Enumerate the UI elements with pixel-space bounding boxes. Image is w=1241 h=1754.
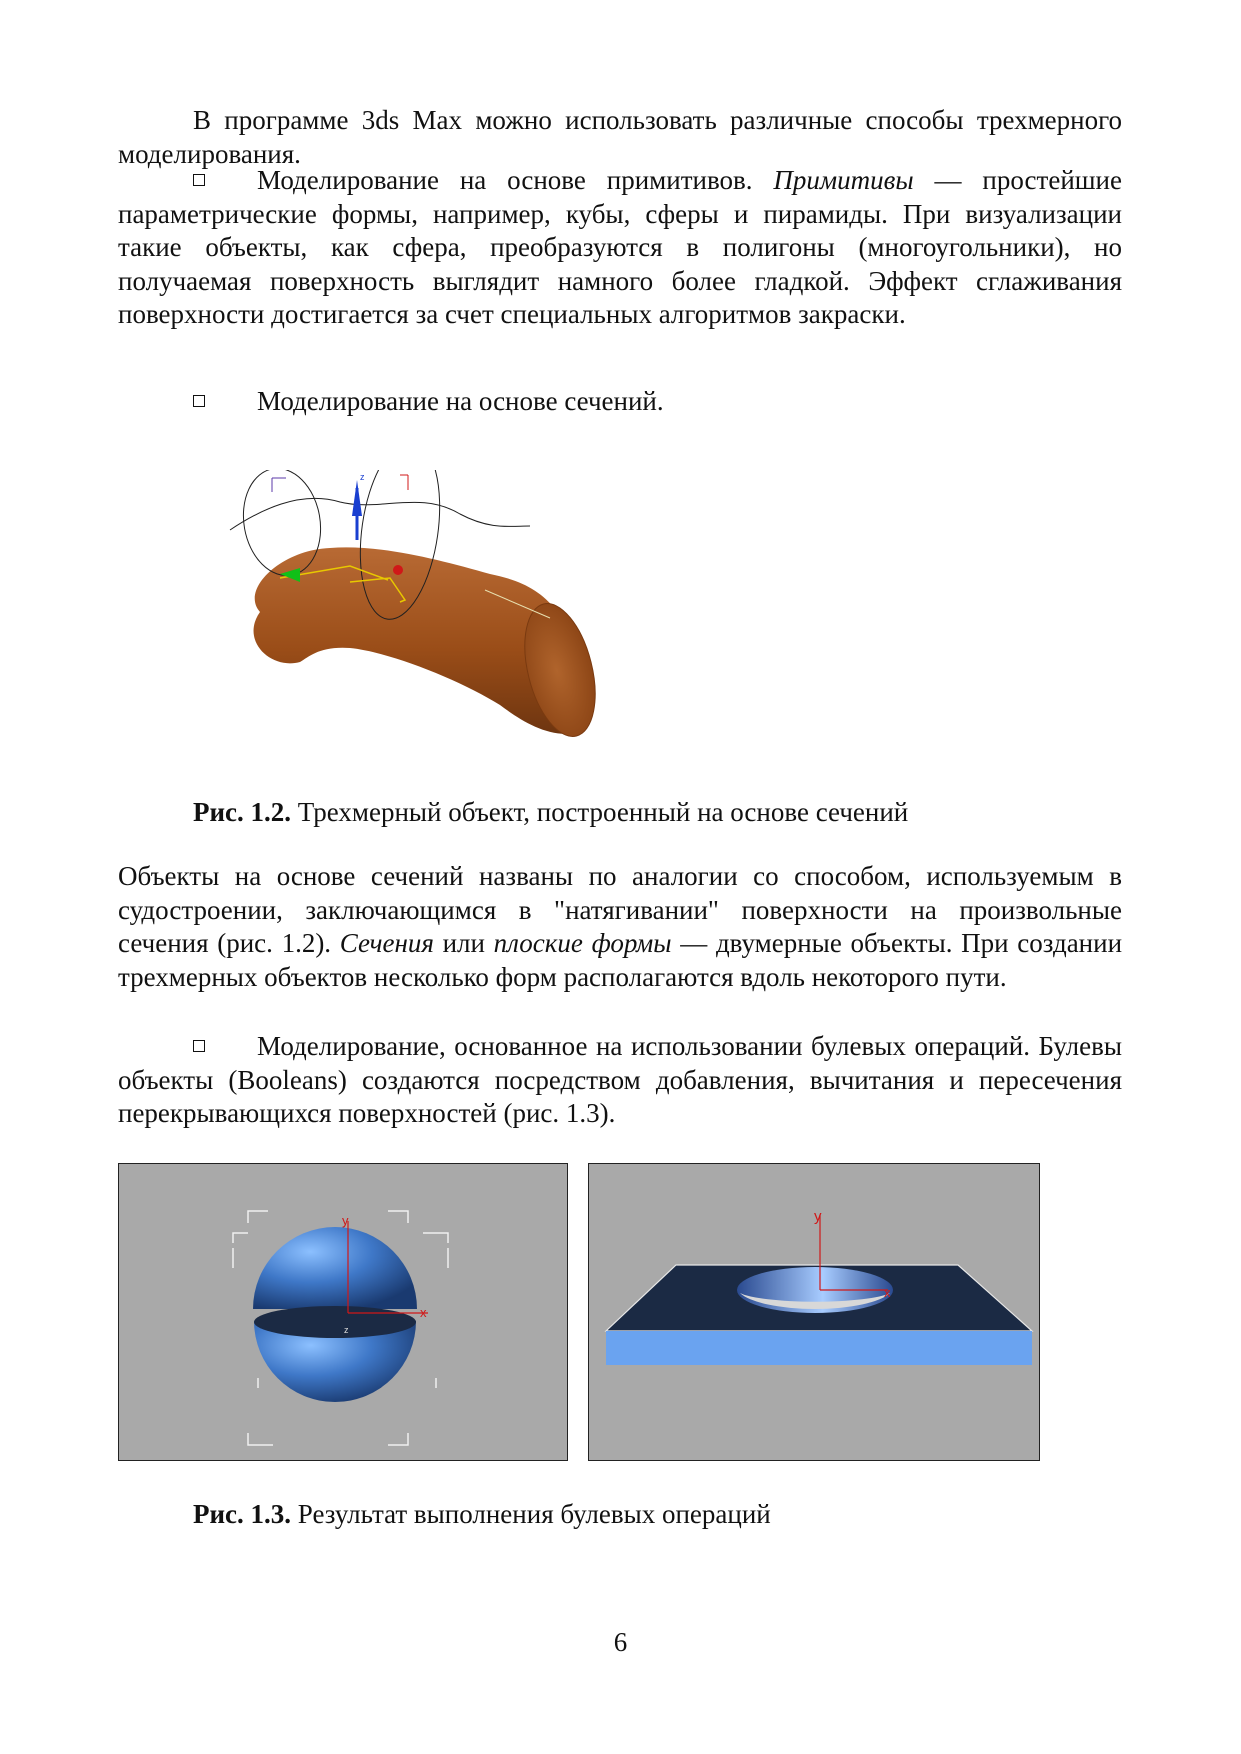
figure-1-3-box-viewport: [588, 1163, 1040, 1461]
checkbox-bullet-icon: [193, 1040, 205, 1052]
figure-1-2-caption: Рис. 1.2. Трехмерный объект, построенный на основе сечений: [193, 797, 909, 827]
bullet-sections: Моделирование на основе сечений.: [118, 385, 1122, 419]
intro-paragraph: В программе 3ds Max можно использовать различные способы трехмерного моделирования.: [118, 105, 1122, 169]
loft-path-curve: [230, 498, 530, 530]
cut-face: [254, 1306, 416, 1338]
page-number: 6: [613, 1627, 628, 1657]
z-axis-label: z: [344, 1325, 349, 1335]
y-axis-label: y: [814, 1208, 822, 1225]
figure-1-3-caption: Рис. 1.3. Результат выполнения булевых операций: [193, 1499, 771, 1529]
gizmo-z-arrow: [352, 480, 362, 516]
figure-1-3-sphere-viewport: [118, 1163, 568, 1461]
sections-paragraph: Объекты на основе сечений названы по аналогии со способом, используемым в судостроении, заключающимся в "натягивании" поверхности на произвольные сечения (рис. 1.2). Сечения или плоские формы — двумерные объекты. При создании трехмерных объектов несколько форм располагаются вдоль некоторого пути.: [118, 861, 1123, 992]
gizmo-z-label: z: [360, 472, 365, 482]
x-axis-label: x: [884, 1285, 891, 1300]
figure-1-2-loft-object: [220, 470, 620, 780]
bullet-boolean: Моделирование, основанное на использовании булевых операций. Булевы объекты (Booleans) создаются посредством добавления, вычитания и пересечения перекрывающихся поверхностей (рис. 1.3).: [118, 1031, 1122, 1128]
box-front-face: [606, 1331, 1032, 1365]
gizmo-red-dot: [393, 565, 403, 575]
x-axis-label: x: [420, 1305, 427, 1320]
bullet-primitives: Моделирование на основе примитивов. Примитивы — простейшие параметрические формы, например, кубы, сферы и пирамиды. При визуализации такие объекты, как сфера, преобразуются в полигоны (многоугольники), но получаемая поверхность выглядит намного более гладкой. Эффект сглаживания поверхности достигается за счет специальных алгоритмов закраски.: [118, 165, 1122, 329]
checkbox-bullet-icon: [193, 395, 205, 407]
checkbox-bullet-icon: [193, 174, 205, 186]
y-axis-label: y: [342, 1213, 349, 1228]
